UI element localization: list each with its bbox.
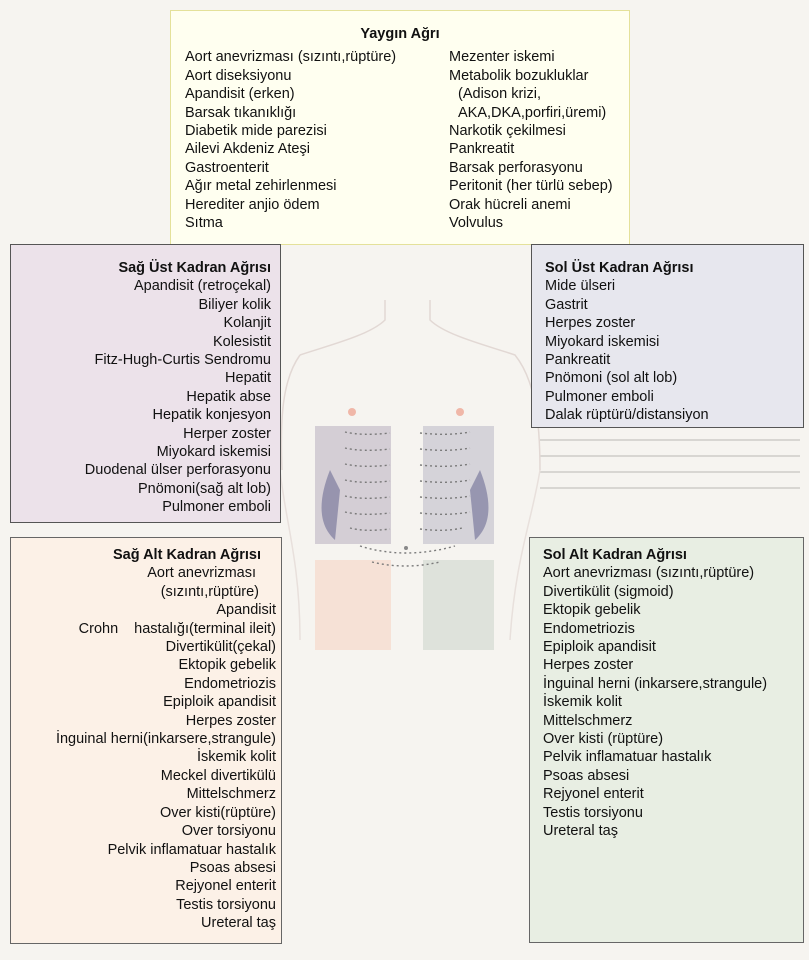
list-item: Kolanjit xyxy=(223,315,271,332)
list-item: İskemik kolit xyxy=(197,749,276,766)
list-item: Metabolik bozukluklar xyxy=(449,67,589,84)
left-lower-quadrant-box xyxy=(529,537,804,943)
list-item: Testis torsiyonu xyxy=(176,896,276,913)
list-item: Ureteral taş xyxy=(201,915,276,932)
list-item: Meckel divertikülü xyxy=(160,767,276,784)
list-item: Over kisti (rüptüre) xyxy=(543,731,664,748)
list-item: Gastroenterit xyxy=(185,159,269,176)
crohn-word: Crohn xyxy=(78,620,119,637)
list-item: Barsak tıkanıklığı xyxy=(185,104,297,121)
list-item: Diabetik mide parezisi xyxy=(185,123,327,140)
list-item: Over kisti(rüptüre) xyxy=(159,804,276,821)
list-item: (Adison krizi, xyxy=(458,86,541,103)
list-item: Fitz-Hugh-Curtis Sendromu xyxy=(94,352,271,369)
list-item: Epiploik apandisit xyxy=(543,639,656,656)
list-item: Duodenal ülser perforasyonu xyxy=(84,462,271,479)
list-item: Miyokard iskemisi xyxy=(545,333,660,350)
ruq-list xyxy=(11,277,271,516)
list-item: Over torsiyonu xyxy=(181,823,276,840)
list-item: Pelvik inflamatuar hastalık xyxy=(543,749,712,766)
list-item: Sıtma xyxy=(185,215,223,232)
llq-list xyxy=(543,564,803,840)
left-upper-quadrant-box xyxy=(531,244,804,428)
list-item: Aort anevrizması xyxy=(147,565,256,582)
list-item: Herper zoster xyxy=(183,425,271,442)
list-item: Apandisit (retroçekal) xyxy=(134,278,271,295)
list-item: İnguinal herni (inkarsere,strangule) xyxy=(543,675,768,692)
luq-title: Sol Üst Kadran Ağrısı xyxy=(545,260,694,276)
list-item: Herediter anjio ödem xyxy=(185,196,320,213)
list-item: Ailevi Akdeniz Ateşi xyxy=(185,141,310,158)
list-item: Miyokard iskemisi xyxy=(156,444,271,461)
list-item: Herpes zoster xyxy=(543,657,634,674)
list-item: Pnömoni (sol alt lob) xyxy=(545,370,678,387)
list-item: Barsak perforasyonu xyxy=(449,159,583,176)
ruq-title: Sağ Üst Kadran Ağrısı xyxy=(118,260,271,276)
list-item: Narkotik çekilmesi xyxy=(449,123,566,140)
list-item: Pnömoni(sağ alt lob) xyxy=(138,480,271,497)
list-item: Endometriozis xyxy=(543,620,635,637)
list-item: Aort anevrizması (sızıntı,rüptüre) xyxy=(543,565,755,582)
list-item: Ureteral taş xyxy=(543,823,618,840)
list-item: Gastrit xyxy=(545,296,588,313)
list-item: Kolesistit xyxy=(212,333,271,350)
list-item: Rejyonel enterit xyxy=(175,878,276,895)
list-item: Ağır metal zehirlenmesi xyxy=(185,178,337,195)
list-item: AKA,DKA,porfiri,üremi) xyxy=(458,104,607,121)
llq-title: Sol Alt Kadran Ağrısı xyxy=(543,547,687,563)
list-item: Epiploik apandisit xyxy=(163,694,276,711)
right-upper-quadrant-box xyxy=(10,244,281,523)
list-item: İnguinal herni(inkarsere,strangule) xyxy=(55,731,276,748)
list-item: Dalak rüptürü/distansiyon xyxy=(545,407,709,424)
luq-list xyxy=(545,277,803,424)
list-item-crohn xyxy=(11,620,276,638)
list-item: Ektopik gebelik xyxy=(178,657,276,674)
list-item: Hepatit xyxy=(225,370,271,387)
list-item: Aort diseksiyonu xyxy=(185,67,292,84)
list-item: Psoas absesi xyxy=(543,767,630,784)
rlq-title: Sağ Alt Kadran Ağrısı xyxy=(113,547,261,563)
list-item: Mide ülseri xyxy=(545,278,616,295)
diffuse-pain-box xyxy=(170,10,630,245)
list-item: Herpes zoster xyxy=(185,712,276,729)
list-item: Psoas absesi xyxy=(189,859,276,876)
rlq-list xyxy=(11,564,276,932)
list-item: Peritonit (her türlü sebep) xyxy=(449,178,613,195)
list-item: Divertikülit (sigmoid) xyxy=(543,583,674,600)
list-item: Pankreatit xyxy=(545,352,611,369)
list-item: Mittelschmerz xyxy=(543,712,633,729)
list-item: Rejyonel enterit xyxy=(543,786,644,803)
list-item: (sızıntı,rüptüre) xyxy=(160,583,259,600)
list-item: İskemik kolit xyxy=(543,694,622,711)
list-item: Pelvik inflamatuar hastalık xyxy=(107,841,276,858)
right-lower-quadrant-box xyxy=(10,537,282,944)
list-item: Hepatik konjesyon xyxy=(152,407,271,424)
diffuse-pain-left-list xyxy=(185,48,449,232)
list-item: Hepatik abse xyxy=(186,388,271,405)
diffuse-pain-title: Yaygın Ağrı xyxy=(360,26,440,42)
list-item: Pankreatit xyxy=(449,141,515,158)
list-item: Herpes zoster xyxy=(545,315,636,332)
crohn-rest: hastalığı(terminal ileit) xyxy=(134,620,276,637)
list-item: Divertikülit(çekal) xyxy=(165,639,276,656)
list-item: Testis torsiyonu xyxy=(543,804,643,821)
list-item: Volvulus xyxy=(449,215,504,232)
list-item: Ektopik gebelik xyxy=(543,602,641,619)
list-item: Aort anevrizması (sızıntı,rüptüre) xyxy=(185,49,397,66)
list-item: Orak hücreli anemi xyxy=(449,196,571,213)
list-item: Pulmoner emboli xyxy=(545,388,654,405)
list-item: Mezenter iskemi xyxy=(449,49,555,66)
list-item: Biliyer kolik xyxy=(198,296,271,313)
list-item: Pulmoner emboli xyxy=(162,499,271,516)
list-item: Endometriozis xyxy=(184,675,276,692)
diffuse-pain-right-list xyxy=(449,48,629,232)
list-item: Apandisit xyxy=(216,602,276,619)
list-item: Apandisit (erken) xyxy=(185,86,295,103)
list-item: Mittelschmerz xyxy=(186,786,276,803)
